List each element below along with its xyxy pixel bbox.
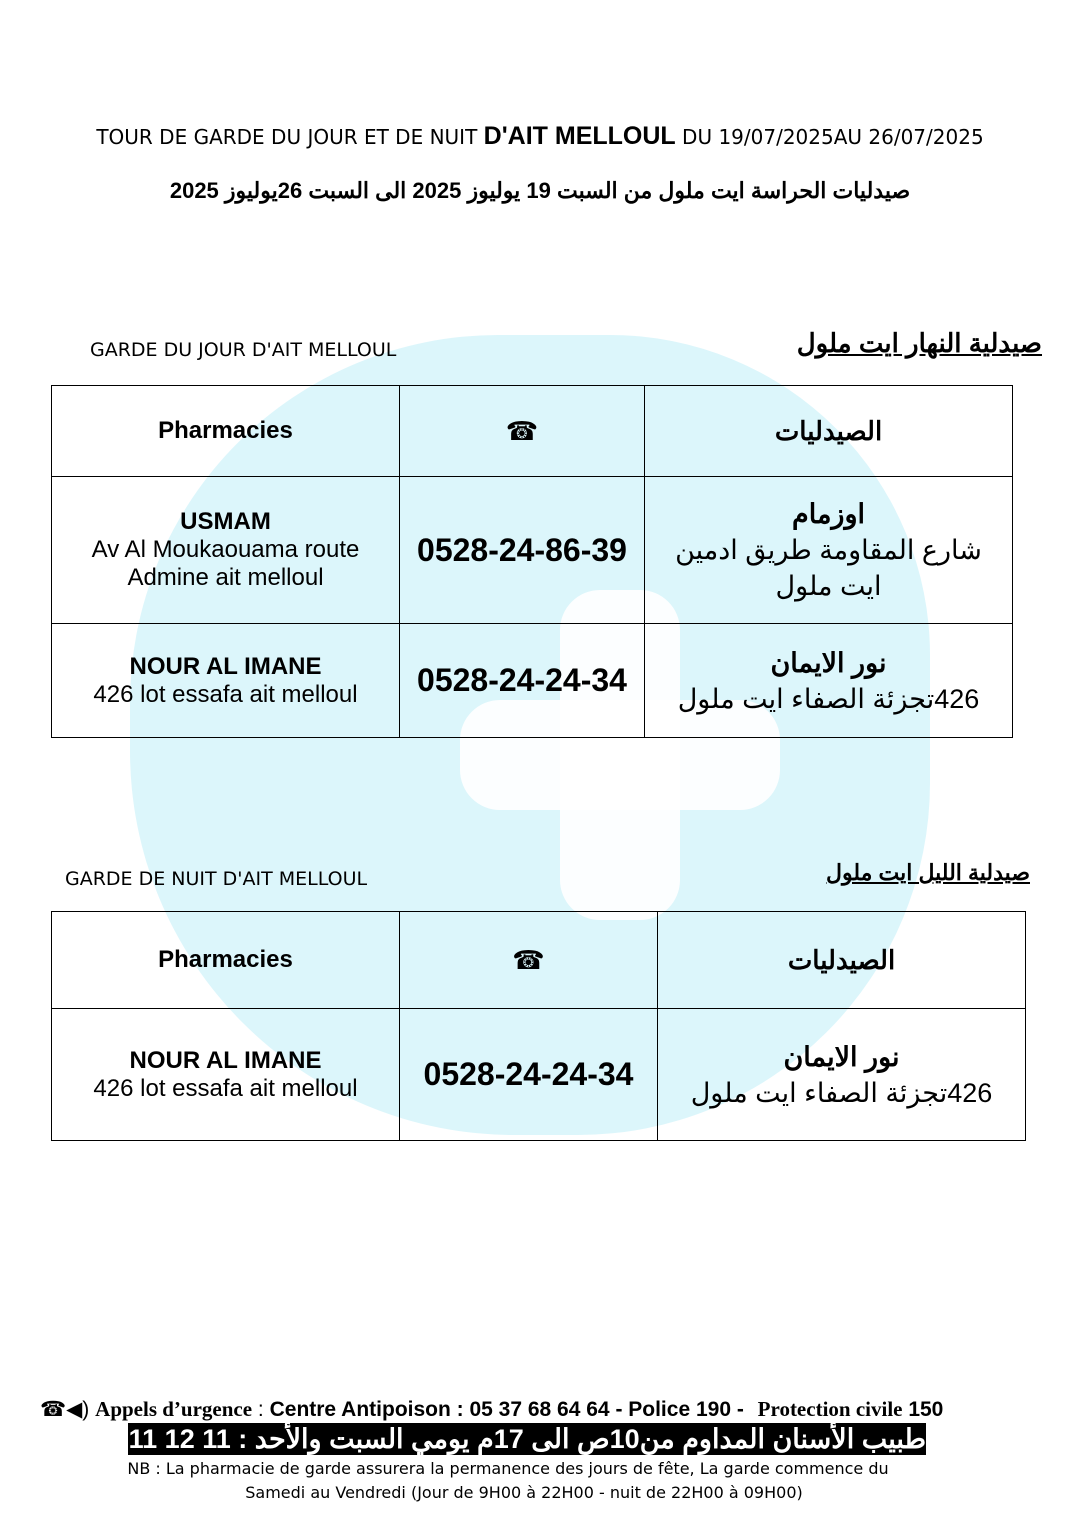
phone-speaker-icon: ☎◀): [40, 1398, 90, 1421]
pharmacy-address-ar: شارع المقاومة طريق ادمين ايت ملول: [675, 535, 982, 601]
day-heading: GARDE DU JOUR D'AIT MELLOUL: [90, 339, 397, 361]
civil-protection-number: 150: [908, 1398, 944, 1421]
night-heading-ar: صيدلية الليل ايت ملول: [826, 860, 1030, 885]
night-table: [51, 911, 1026, 1141]
civil-protection-label: Protection civile: [757, 1397, 903, 1421]
telephone-icon: ☎: [400, 912, 658, 1009]
day-table: [51, 385, 1013, 738]
pharmacy-cell: [52, 477, 400, 624]
table-row: [52, 1009, 1026, 1141]
pharmacy-phone: 0528-24-86-39: [400, 477, 645, 624]
pharmacy-cell-ar: [658, 1009, 1026, 1141]
pharmacy-address-ar: 426تجزئة الصفاء ايت ملول: [690, 1077, 993, 1108]
pharmacy-address: Av Al Moukaouama route Admine ait melloul: [91, 536, 360, 591]
pharmacy-cell: [52, 624, 400, 738]
pharmacy-name-ar: نور الايمان: [770, 647, 887, 678]
table-row: [52, 624, 1013, 738]
pharmacy-phone: 0528-24-24-34: [400, 624, 645, 738]
pharmacy-address-ar: 426تجزئة الصفاء ايت ملول: [677, 683, 980, 714]
pharmacy-name: NOUR AL IMANE: [129, 1046, 322, 1074]
emergency-line: ☎◀) Appels d’urgence : Centre Antipoison : 05 37 68 64 64 - Police 190 - Protection civile 150: [40, 1397, 944, 1421]
table-header-row: [52, 912, 1026, 1009]
day-heading-ar: صيدلية النهار ايت ملول: [796, 328, 1042, 358]
pharmacy-name-ar: نور الايمان: [783, 1041, 900, 1072]
antipoison-number: Centre Antipoison : 05 37 68 64 64 - Police 190 -: [269, 1398, 744, 1421]
night-heading: GARDE DE NUIT D'AIT MELLOUL: [65, 868, 368, 890]
table-header-row: [52, 386, 1013, 477]
col-pharmacies-ar: الصيدليات: [645, 386, 1013, 477]
pharmacy-cell: [52, 1009, 400, 1141]
page-subtitle-ar: صيدليات الحراسة ايت ملول من السبت 19 يوليوز 2025 الى السبت 26يوليوز 2025: [169, 178, 911, 203]
nb-note: NB : La pharmacie de garde assurera la permanence des jours de fête, La garde commence du: [127, 1459, 889, 1478]
pharmacy-cell-ar: [645, 624, 1013, 738]
pharmacy-phone: 0528-24-24-34: [400, 1009, 658, 1141]
pharmacy-name: USMAM: [180, 508, 271, 535]
table-row: [52, 477, 1013, 624]
page-title: TOUR DE GARDE DU JOUR ET DE NUIT D'AIT MELLOUL DU 19/07/2025AU 26/07/2025: [96, 122, 984, 150]
emergency-label: Appels d’urgence: [95, 1397, 253, 1421]
col-pharmacies-ar: الصيدليات: [658, 912, 1026, 1009]
pharmacy-address: 426 lot essafa ait melloul: [93, 680, 358, 708]
dentist-banner: طبيب الأسنان المداوم من10ص الى 17م يومي السبت والأحد : 11 12 11 08 06: [53, 1424, 926, 1454]
pharmacy-address: 426 lot essafa ait melloul: [93, 1074, 358, 1102]
col-pharmacies: Pharmacies: [52, 386, 400, 477]
telephone-icon: ☎: [400, 386, 645, 477]
pharmacy-name: NOUR AL IMANE: [129, 652, 322, 680]
nb-note: Samedi au Vendredi (Jour de 9H00 à 22H00 - nuit de 22H00 à 09H00): [245, 1483, 803, 1502]
pharmacy-cell-ar: [645, 477, 1013, 624]
col-pharmacies: Pharmacies: [52, 912, 400, 1009]
pharmacy-name-ar: اوزمام: [792, 499, 865, 529]
